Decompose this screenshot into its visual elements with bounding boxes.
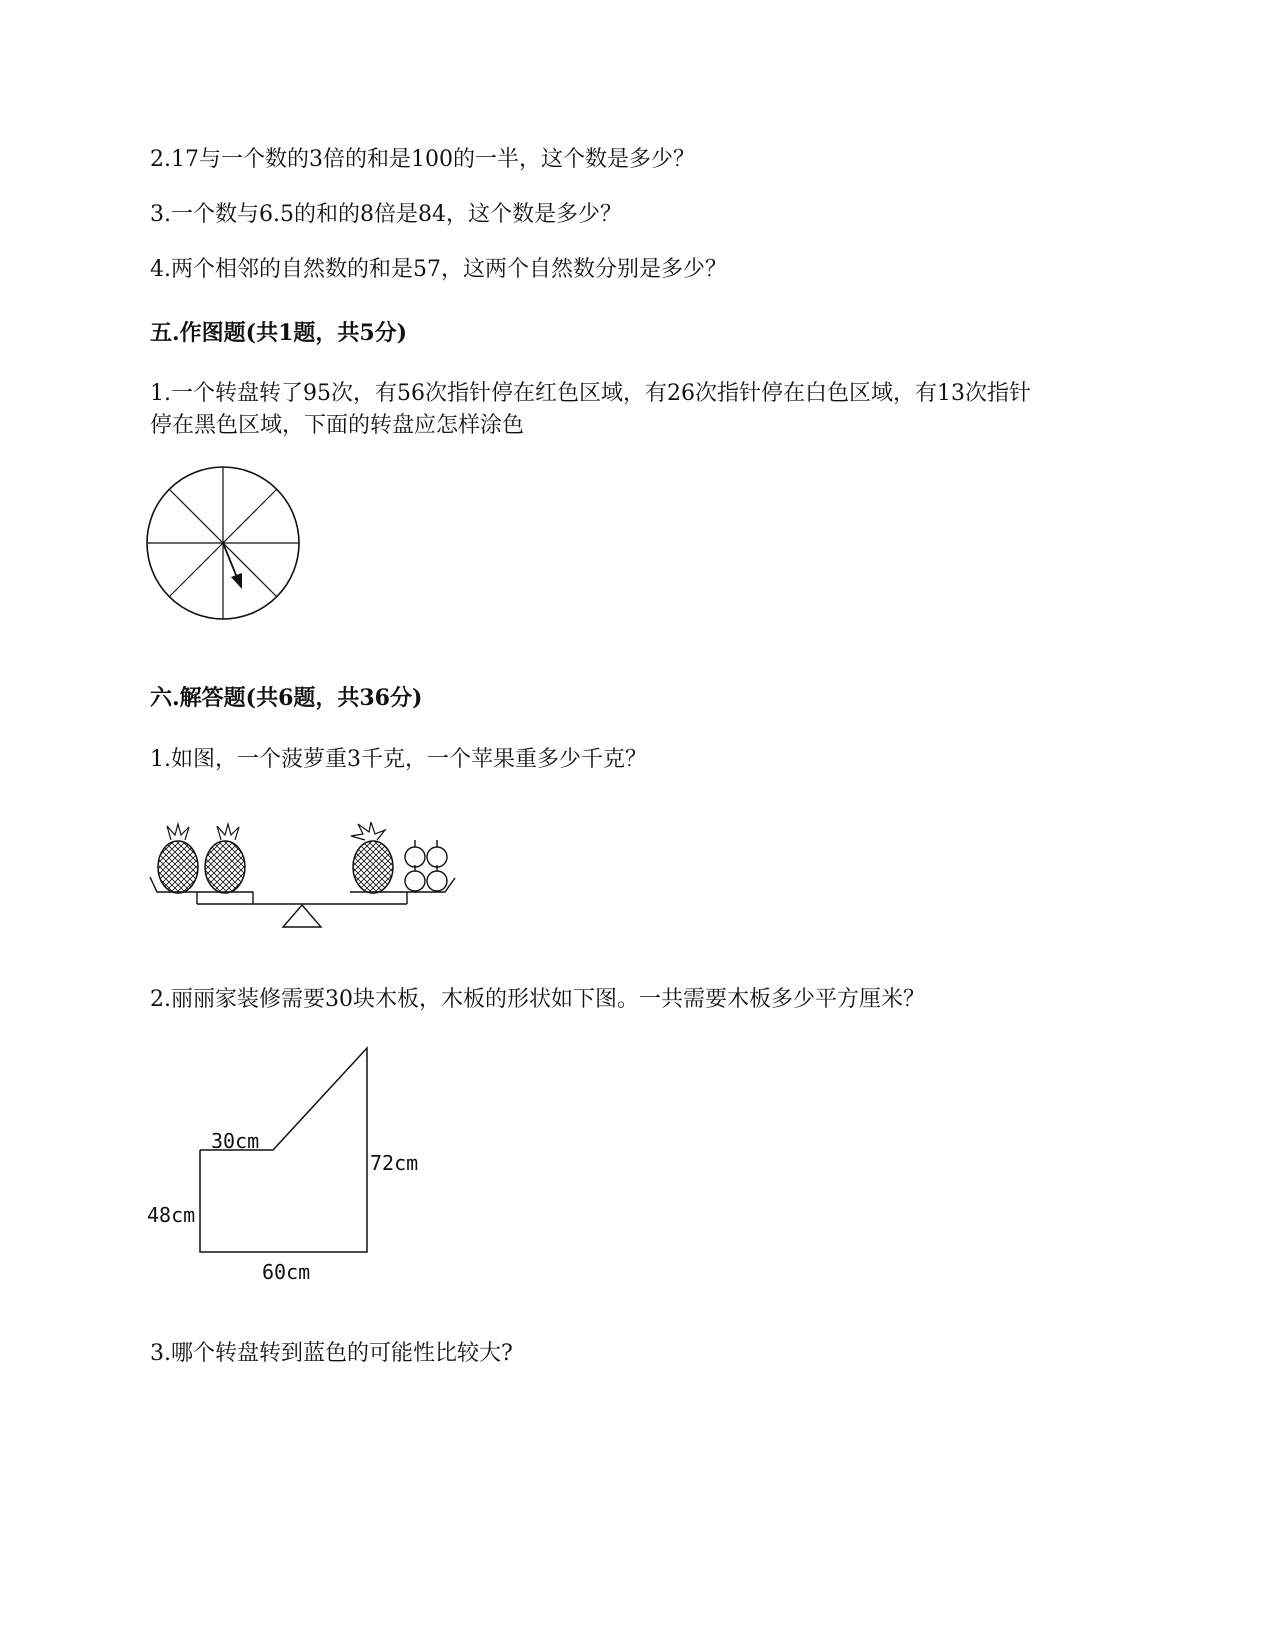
balance-figure <box>145 822 470 937</box>
label-top: 30cm <box>211 1129 260 1153</box>
label-right: 72cm <box>370 1151 419 1175</box>
question-5-1-line2: 停在黑色区域，下面的转盘应怎样涂色 <box>150 413 525 438</box>
pineapple-right <box>351 822 393 893</box>
question-6-3: 3.哪个转盘转到蓝色的可能性比较大? <box>150 1341 513 1366</box>
question-4-3: 3.一个数与6.5的和的8倍是84，这个数是多少？ <box>150 202 622 227</box>
balance-fulcrum <box>283 905 321 927</box>
apple <box>427 865 447 891</box>
apple <box>405 840 425 867</box>
question-5-1-line1: 1.一个转盘转了95次，有56次指针停在红色区域，有26次指针停在白色区域，有13次指针 <box>150 381 1031 406</box>
board-figure <box>145 1040 435 1290</box>
label-left: 48cm <box>147 1203 196 1227</box>
apple <box>405 865 425 891</box>
pineapple-left-1 <box>158 824 198 893</box>
question-4-4: 4.两个相邻的自然数的和是57，这两个自然数分别是多少？ <box>150 257 727 282</box>
apple <box>427 840 447 867</box>
question-4-2: 2.17与一个数的3倍的和是100的一半，这个数是多少？ <box>150 147 695 172</box>
question-6-2: 2.丽丽家装修需要30块木板，木板的形状如下图。一共需要木板多少平方厘米？ <box>150 987 925 1012</box>
spinner-pointer <box>223 543 238 580</box>
section-5-heading: 五.作图题(共1题，共5分) <box>150 320 408 346</box>
question-6-1: 1.如图，一个菠萝重3千克，一个苹果重多少千克？ <box>150 747 647 772</box>
pineapple-left-2 <box>205 824 245 893</box>
spinner-figure <box>145 465 305 625</box>
label-bottom: 60cm <box>262 1260 311 1284</box>
spinner-arrowhead <box>231 573 242 589</box>
section-6-heading: 六.解答题(共6题，共36分) <box>150 685 423 711</box>
